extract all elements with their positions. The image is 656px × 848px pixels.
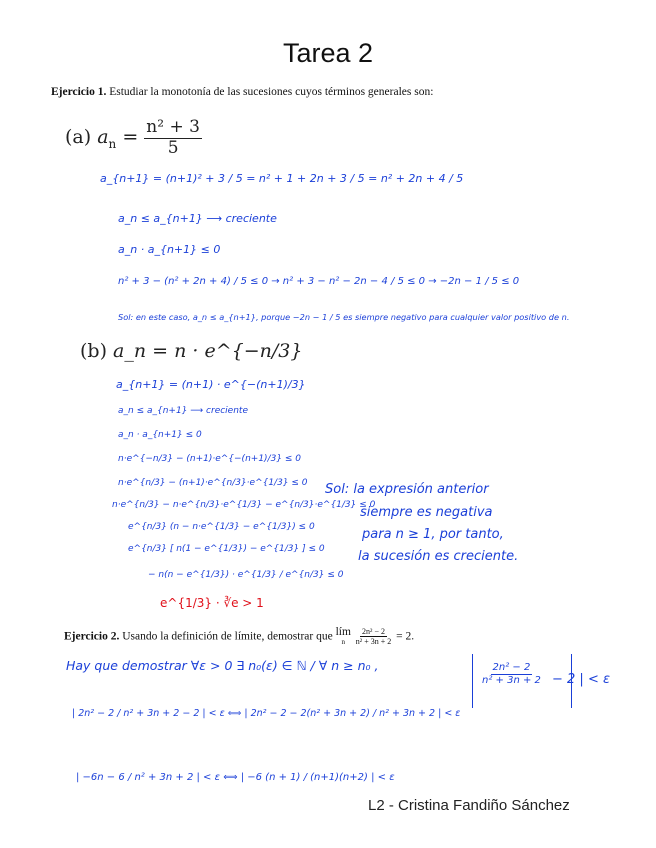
hw-ex2-abs-expr bbox=[480, 662, 543, 686]
hw-b-line-7: e^{n/3} (n − n·e^{1/3} − e^{1/3}) ≤ 0 bbox=[128, 522, 315, 532]
hw-b-red-inequality: e^{1/3} · ∛e > 1 bbox=[160, 596, 264, 610]
part-a-sub: n bbox=[108, 136, 117, 151]
exercise-2-text: Usando la definición de límite, demostrar que bbox=[122, 630, 333, 643]
part-b-label: (b) bbox=[80, 340, 107, 362]
hw-b-solution-4: la sucesión es creciente. bbox=[358, 549, 519, 564]
exercise-2-heading bbox=[64, 627, 414, 646]
hw-b-line-4: n·e^{−n/3} − (n+1)·e^{−(n+1)/3} ≤ 0 bbox=[118, 454, 302, 464]
part-b-expression: a_n = n · e^{−n/3} bbox=[113, 340, 303, 362]
ex2-denominator: n² + 3n + 2 bbox=[355, 637, 392, 647]
ex2-numerator: 2n² − 2 bbox=[362, 627, 385, 636]
hw-a-line-1: a_{n+1} = (n+1)² + 3 / 5 = n² + 1 + 2n + 3 / 5 = n² + 2n + 4 / 5 bbox=[100, 172, 464, 185]
hw-a-line-4: n² + 3 − (n² + 2n + 4) / 5 ≤ 0 → n² + 3 − n² − 2n − 4 / 5 ≤ 0 → −2n − 1 / 5 ≤ 0 bbox=[118, 276, 520, 287]
part-b-formula bbox=[80, 340, 302, 362]
hw-a-line-3: a_n · a_{n+1} ≤ 0 bbox=[118, 243, 221, 256]
hw-b-solution-2: siempre es negativa bbox=[360, 505, 493, 520]
hw-b-line-3: a_n · a_{n+1} ≤ 0 bbox=[118, 430, 202, 440]
part-a-formula: (a) $a_n$ = $\frac{\text{n² + 3}}{5}$ bbox=[65, 117, 200, 158]
exercise-2-label: Ejercicio 2. bbox=[64, 630, 120, 643]
hw-ex2-abs-den: n² + 3n + 2 bbox=[482, 674, 541, 686]
page-title: Tarea 2 bbox=[282, 38, 374, 68]
hw-ex2-abs-num: 2n² − 2 bbox=[492, 662, 531, 673]
exercise-1-heading bbox=[51, 86, 433, 98]
part-a-lhs: a bbox=[97, 126, 109, 149]
hw-ex2-line-3: | −6n − 6 / n² + 3n + 2 | < ε ⟺ | −6 (n + 1) / (n+1)(n+2) | < ε bbox=[76, 772, 395, 783]
lim-operator: lím bbox=[335, 626, 351, 639]
exercise-1-text: Estudiar la monotonía de las sucesiones cuyos términos generales son: bbox=[109, 86, 434, 98]
hw-b-line-5: n·e^{n/3} − (n+1)·e^{n/3}·e^{1/3} ≤ 0 bbox=[118, 478, 308, 488]
hw-ex2-abs-tail: − 2 | < ε bbox=[552, 672, 610, 687]
part-a-numerator: n² + 3 bbox=[146, 117, 200, 137]
part-a-denominator: 5 bbox=[167, 137, 179, 158]
hw-ex2-line-2: | 2n² − 2 / n² + 3n + 2 − 2 | < ε ⟺ | 2n² − 2 − 2(n² + 3n + 2) / n² + 3n + 2 | < ε bbox=[72, 708, 461, 719]
hw-b-line-1: a_{n+1} = (n+1) · e^{−(n+1)/3} bbox=[116, 378, 306, 391]
hw-b-line-2: a_n ≤ a_{n+1} ⟶ creciente bbox=[118, 406, 248, 416]
hw-a-line-2: a_n ≤ a_{n+1} ⟶ creciente bbox=[118, 212, 277, 225]
lim-subscript: n bbox=[341, 637, 345, 646]
part-a-label: (a) bbox=[65, 126, 92, 149]
hw-a-solution: Sol: en este caso, a_n ≤ a_{n+1}, porque −2n − 1 / 5 es siempre negativo para cualquier valor positivo de n. bbox=[118, 312, 570, 322]
exercise-1-label: Ejercicio 1. bbox=[51, 86, 107, 98]
hw-b-solution-3: para n ≥ 1, por tanto, bbox=[362, 527, 504, 542]
footer-author: L2 - Cristina Fandiño Sánchez bbox=[368, 797, 570, 814]
ex2-equals: = 2. bbox=[396, 630, 415, 643]
hw-ex2-line-1: Hay que demostrar ∀ε > 0 ∃ n₀(ε) ∈ ℕ / ∀ n ≥ n₀ , bbox=[66, 658, 379, 673]
hw-b-line-6: n·e^{n/3} − n·e^{n/3}·e^{1/3} − e^{n/3}·e^{1/3} ≤ 0 bbox=[112, 500, 376, 510]
hw-b-line-9: − n(n − e^{1/3}) · e^{1/3} / e^{n/3} ≤ 0 bbox=[148, 570, 344, 580]
hw-b-line-8: e^{n/3} [ n(1 − e^{1/3}) − e^{1/3} ] ≤ 0 bbox=[128, 544, 325, 554]
hw-b-solution-1: Sol: la expresión anterior bbox=[325, 482, 489, 497]
